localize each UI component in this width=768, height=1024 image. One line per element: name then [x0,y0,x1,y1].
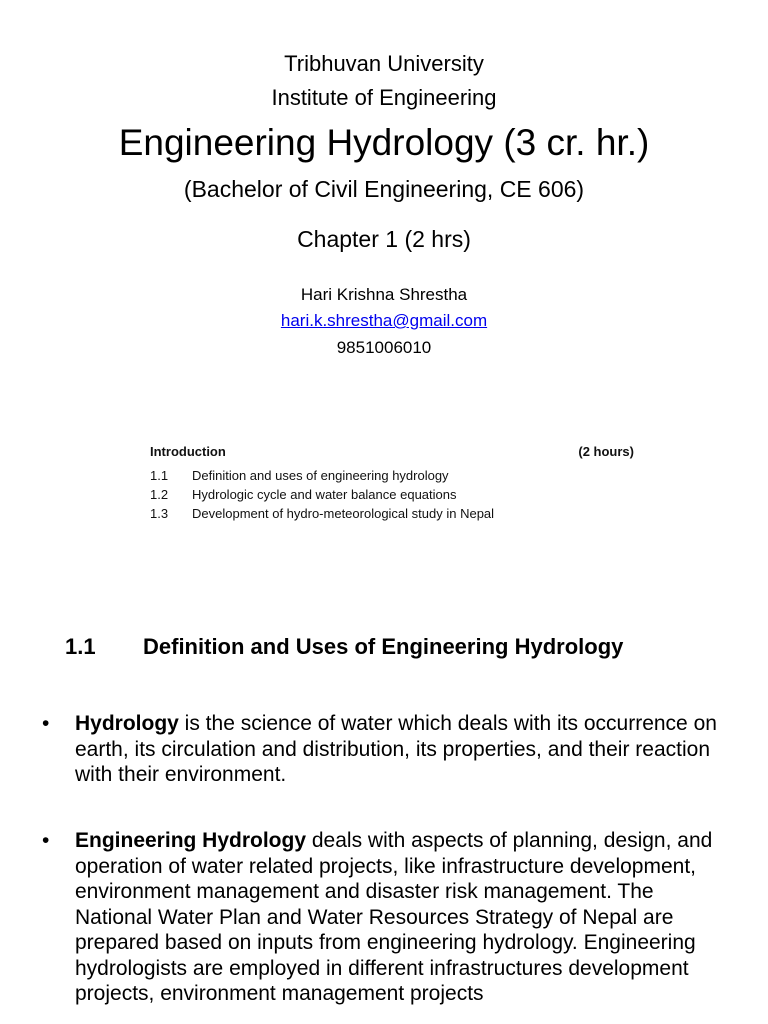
syllabus-title: Introduction [150,444,226,459]
syllabus-item-text: Hydrologic cycle and water balance equations [192,487,457,502]
syllabus-item-text: Development of hydro-meteorological study in Nepal [192,506,495,521]
syllabus-excerpt [150,442,640,524]
course-title: Engineering Hydrology (3 cr. hr.) [118,122,650,163]
chapter-label: Chapter 1 (2 hrs) [297,226,471,252]
bullet-item-hydrology [40,711,730,791]
bullet-marker: • [42,829,50,852]
bullet-term: Hydrology [75,712,179,735]
university-name: Tribhuvan University [284,51,484,76]
bullet-text: deals with aspects of planning, design, and operation of water related projects, like infrastructure development, environment management and disaster risk management. The National Water Plan and Water Resources Strategy of Nepal are prepared based on inputs from engineering hydrology. Engineering hydrologists are employed in different infrastructures development projects, environment management projects [75,829,713,1005]
author-email-link[interactable]: hari.k.shrestha@gmail.com [280,311,488,330]
program-subtitle: (Bachelor of Civil Engineering, CE 606) [183,176,585,202]
bullet-marker: • [42,712,50,735]
syllabus-item-text: Definition and uses of engineering hydrology [192,468,449,483]
author-email-container [0,310,768,332]
syllabus-item-number: 1.3 [150,506,169,521]
syllabus-item [150,468,634,486]
author-name: Hari Krishna Shrestha [300,285,468,304]
section-title: Definition and Uses of Engineering Hydrology [143,634,624,659]
bullet-item-engineering-hydrology [40,828,730,1024]
syllabus-item-number: 1.1 [150,468,169,483]
author-phone: 9851006010 [336,338,432,357]
bullet-term: Engineering Hydrology [75,829,307,852]
syllabus-item [150,506,634,524]
bullet-content [75,711,735,788]
bullet-content [75,828,735,1007]
syllabus-header [150,442,634,462]
syllabus-hours: (2 hours) [578,444,634,459]
syllabus-item-number: 1.2 [150,487,169,502]
section-number: 1.1 [65,634,96,659]
section-heading [65,632,623,662]
bullet-text: is the science of water which deals with its occurrence on earth, its circulation and distribution, its properties, and their reaction with their environment. [75,712,717,786]
institute-name: Institute of Engineering [271,85,497,110]
syllabus-item [150,487,634,505]
